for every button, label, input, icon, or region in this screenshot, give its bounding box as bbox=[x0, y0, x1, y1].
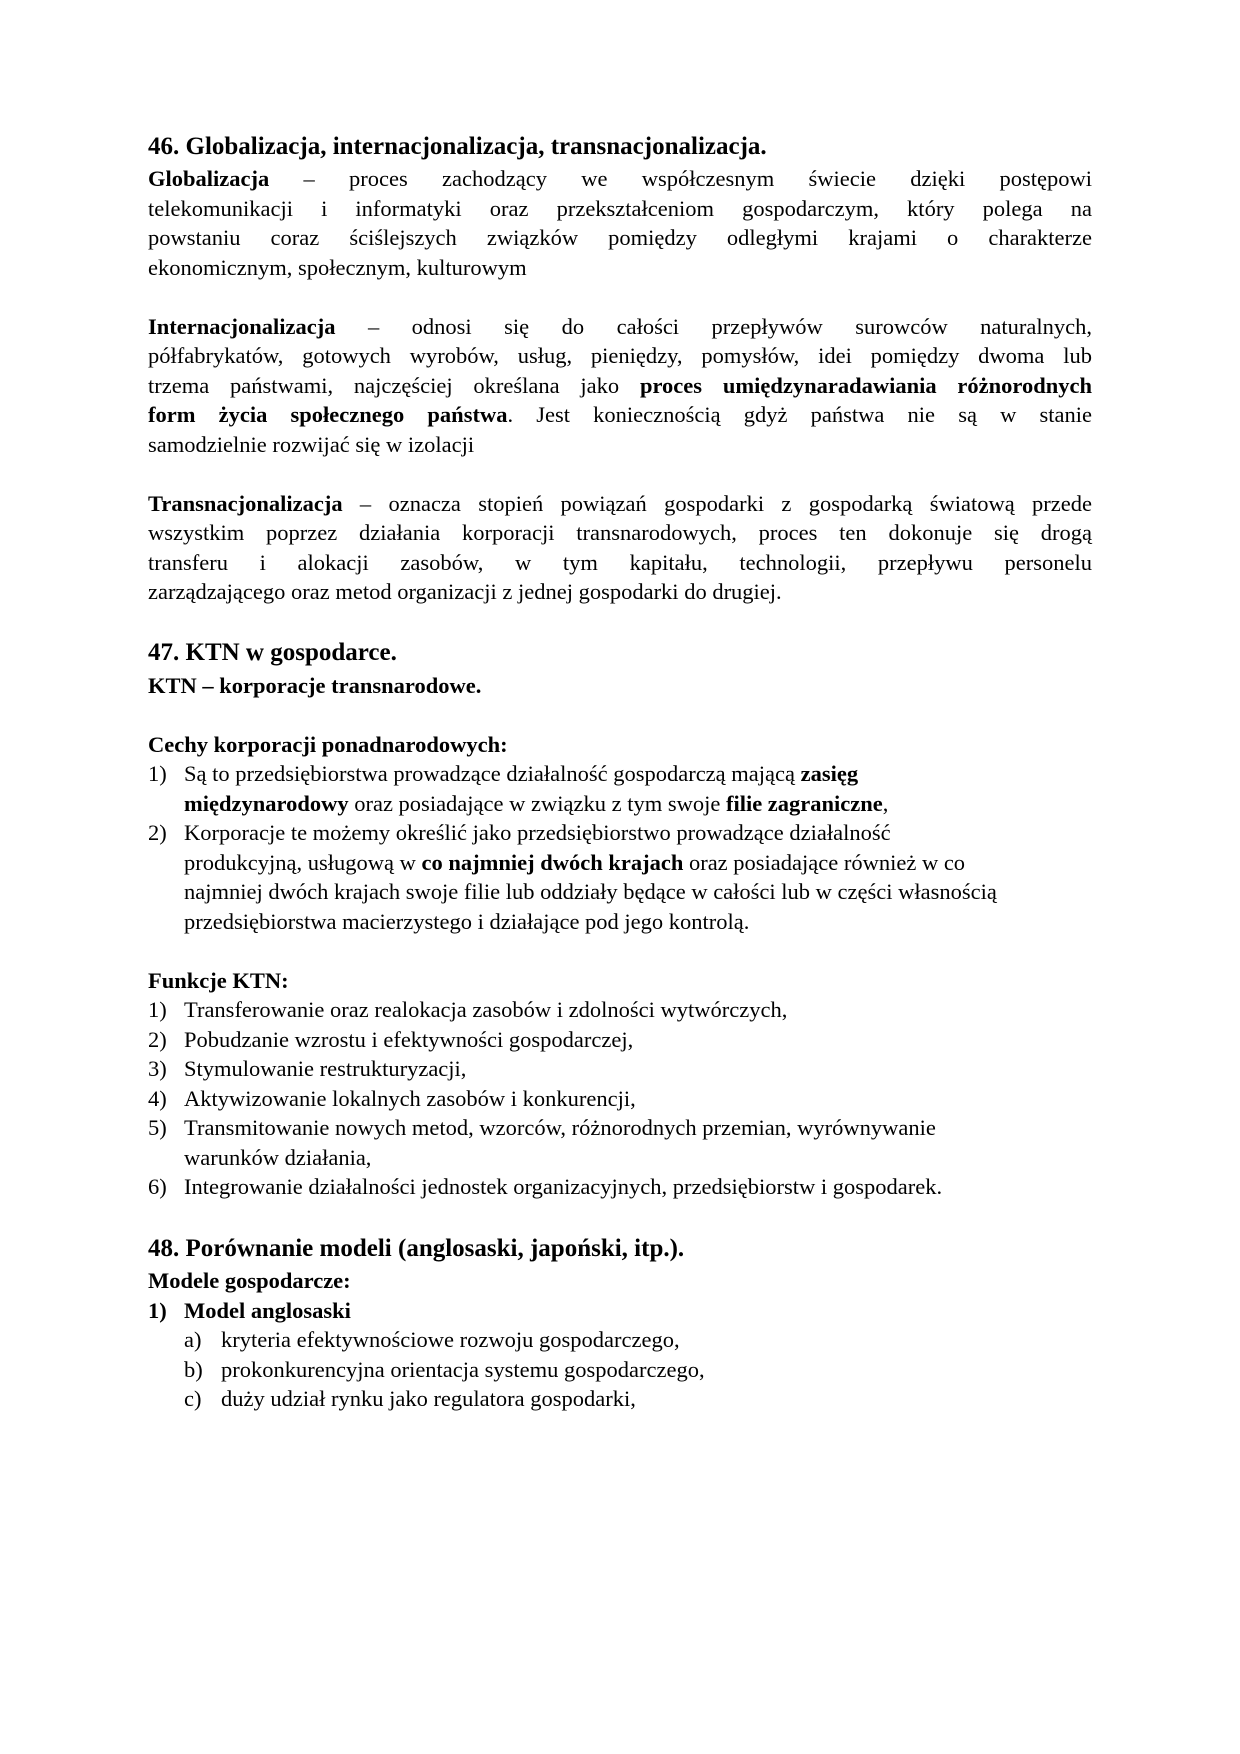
transnacjonalizacja-line-1: Transnacjonalizacja – oznacza stopień powiązań gospodarki z gospodarką światową przede bbox=[148, 491, 1092, 516]
funkcje-item-6: 6) Integrowanie działalności jednostek organizacyjnych, przedsiębiorstw i gospodarek. bbox=[148, 1174, 943, 1199]
cechy-item-2-cont-1: produkcyjną, usługową w co najmniej dwóch krajach oraz posiadające również w co bbox=[184, 850, 966, 875]
model-1-point-c: c) duży udział rynku jako regulatora gospodarki, bbox=[184, 1386, 636, 1411]
term-transnacjonalizacja: Transnacjonalizacja bbox=[148, 491, 343, 516]
funkcje-item-1: 1) Transferowanie oraz realokacja zasobów i zdolności wytwórczych, bbox=[148, 997, 788, 1022]
term-internacjonalizacja: Internacjonalizacja bbox=[148, 314, 336, 339]
model-1-point-b: b) prokonkurencyjna orientacja systemu gospodarczego, bbox=[184, 1357, 705, 1382]
section-46-heading: 46. Globalizacja, internacjonalizacja, transnacjonalizacja. bbox=[148, 133, 767, 160]
cechy-item-2-cont-3: przedsiębiorstwa macierzystego i działające pod jego kontrolą. bbox=[184, 909, 750, 934]
transnacjonalizacja-line-2: wszystkim poprzez działania korporacji transnarodowych, proces ten dokonuje się drogą bbox=[148, 520, 1092, 545]
internacjonalizacja-line-3: trzema państwami, najczęściej określana jako proces umiędzynaradawiania różnorodnych bbox=[148, 373, 1092, 398]
globalizacja-line-4: ekonomicznym, społecznym, kulturowym bbox=[148, 255, 527, 280]
internacjonalizacja-line-2: półfabrykatów, gotowych wyrobów, usług, pieniędzy, pomysłów, idei pomiędzy dwoma lub bbox=[148, 343, 1092, 368]
funkcje-title: Funkcje KTN: bbox=[148, 968, 289, 993]
section-47-subheading: KTN – korporacje transnarodowe. bbox=[148, 673, 482, 698]
section-48-heading: 48. Porównanie modeli (anglosaski, japoński, itp.). bbox=[148, 1235, 685, 1262]
cechy-item-1: 1) Są to przedsiębiorstwa prowadzące działalność gospodarczą mającą zasięg bbox=[148, 761, 859, 786]
internacjonalizacja-line-1: Internacjonalizacja – odnosi się do całości przepływów surowców naturalnych, bbox=[148, 314, 1093, 339]
internacjonalizacja-line-5: samodzielnie rozwijać się w izolacji bbox=[148, 432, 475, 457]
cechy-title: Cechy korporacji ponadnarodowych: bbox=[148, 732, 508, 757]
funkcje-item-3: 3) Stymulowanie restrukturyzacji, bbox=[148, 1056, 467, 1081]
cechy-item-2-cont-2: najmniej dwóch krajach swoje filie lub oddziały będące w całości lub w części własnością bbox=[184, 879, 997, 904]
globalizacja-line-2: telekomunikacji i informatyki oraz przekształceniom gospodarczym, który polega na bbox=[148, 196, 1092, 221]
cechy-item-2: 2) Korporacje te możemy określić jako przedsiębiorstwo prowadzące działalność bbox=[148, 820, 891, 845]
funkcje-item-2: 2) Pobudzanie wzrostu i efektywności gospodarczej, bbox=[148, 1027, 634, 1052]
transnacjonalizacja-line-4: zarządzającego oraz metod organizacji z jednej gospodarki do drugiej. bbox=[148, 579, 782, 604]
funkcje-item-5: 5) Transmitowanie nowych metod, wzorców, różnorodnych przemian, wyrównywanie bbox=[148, 1115, 936, 1140]
internacjonalizacja-line-4: form życia społecznego państwa. Jest koniecznością gdyż państwa nie są w stanie bbox=[148, 402, 1093, 427]
funkcje-item-5-cont: warunków działania, bbox=[184, 1145, 372, 1170]
model-1-title: 1) Model anglosaski bbox=[148, 1298, 351, 1323]
cechy-item-1-cont: międzynarodowy oraz posiadające w związku z tym swoje filie zagraniczne, bbox=[184, 791, 889, 816]
funkcje-item-4: 4) Aktywizowanie lokalnych zasobów i konkurencji, bbox=[148, 1086, 636, 1111]
section-48-subheading: Modele gospodarcze: bbox=[148, 1268, 351, 1293]
term-globalizacja: Globalizacja bbox=[148, 166, 270, 191]
model-1-point-a: a) kryteria efektywnościowe rozwoju gospodarczego, bbox=[184, 1327, 680, 1352]
transnacjonalizacja-line-3: transferu i alokacji zasobów, w tym kapitału, technologii, przepływu personelu bbox=[148, 550, 1092, 575]
section-47-heading: 47. KTN w gospodarce. bbox=[148, 639, 397, 666]
globalizacja-line-1: Globalizacja – proces zachodzący we współczesnym świecie dzięki postępowi bbox=[148, 166, 1092, 191]
globalizacja-line-3: powstaniu coraz ściślejszych związków pomiędzy odległymi krajami o charakterze bbox=[148, 225, 1092, 250]
